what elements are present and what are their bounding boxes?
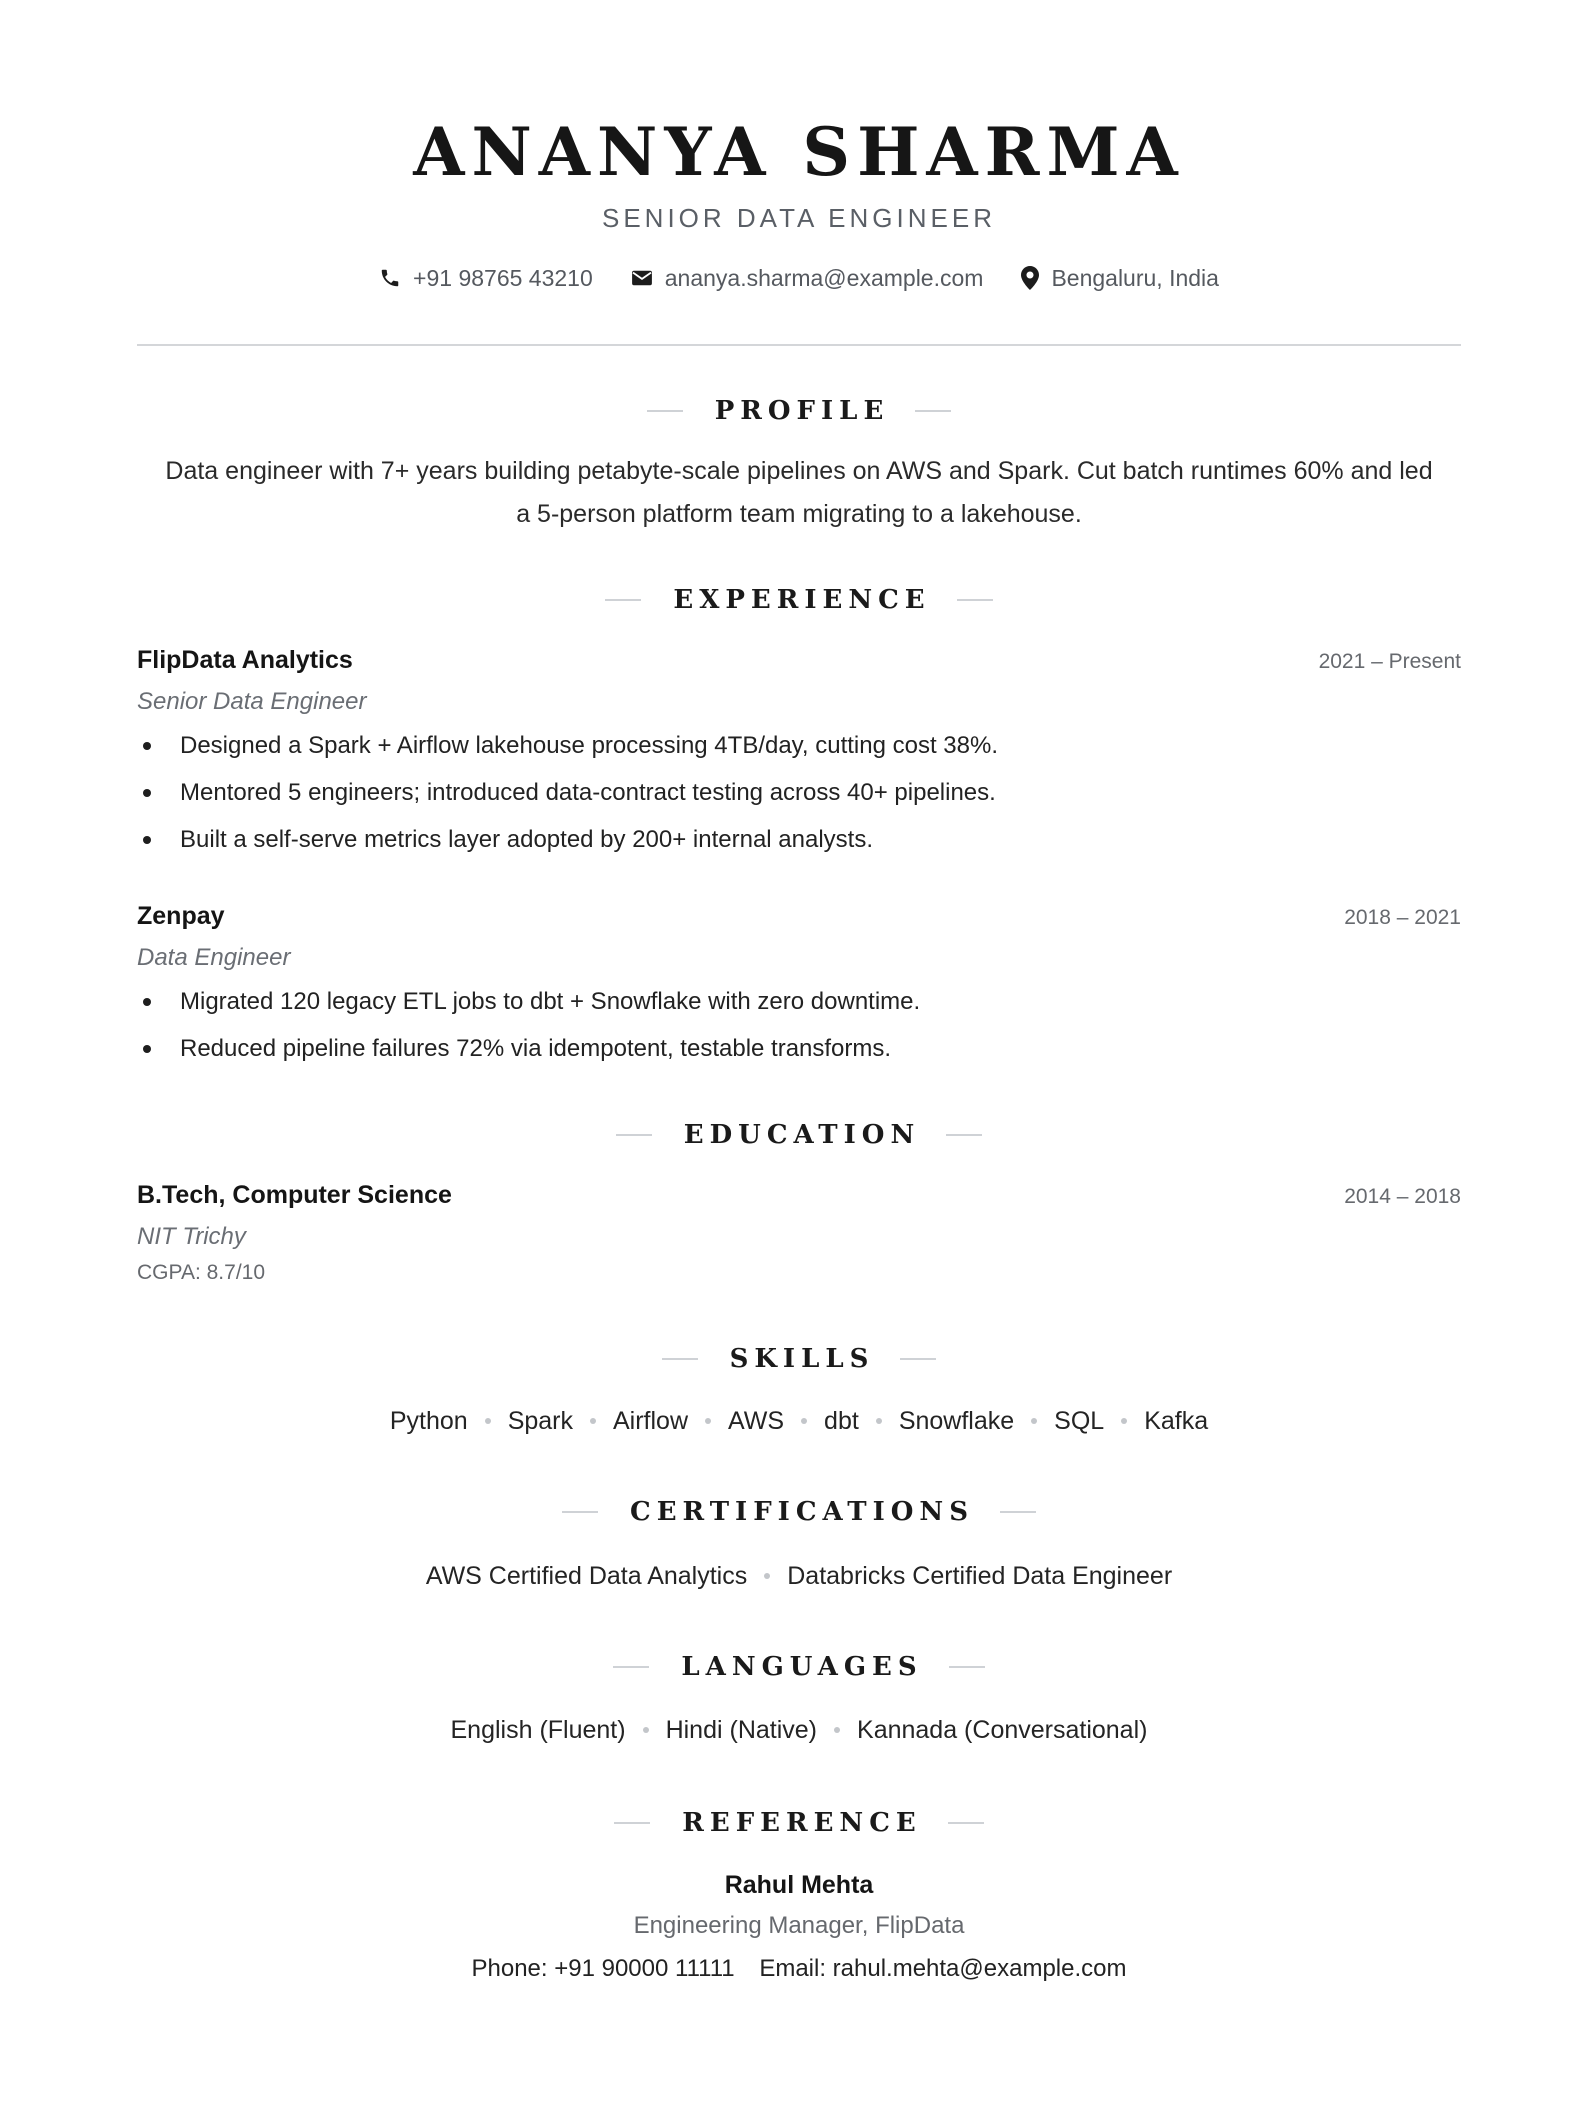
- entry-header: [137, 1177, 1461, 1215]
- section-heading-skills: [137, 1341, 1461, 1377]
- contact-bar: [137, 261, 1461, 295]
- bullet-text: Built a self-serve metrics layer adopted by 200+ internal analysts.: [180, 826, 874, 853]
- section-title: CERTIFICATIONS: [630, 1497, 974, 1527]
- heading-rule-left: [613, 1666, 649, 1668]
- bullet-dot-icon: [143, 1045, 151, 1053]
- bullet-item: [137, 1031, 1461, 1067]
- profile-summary: Data engineer with 7+ years building petabyte-scale pipelines on AWS and Spark. Cut batch runtimes 60% and led a 5-person platform team migrating to a lakehouse.: [165, 457, 1433, 528]
- heading-rule-left: [647, 410, 683, 412]
- skill-item: SQL: [1054, 1407, 1105, 1435]
- section-heading-reference: [137, 1805, 1461, 1841]
- skill-item: Snowflake: [898, 1407, 1015, 1435]
- header-divider: [137, 344, 1461, 346]
- separator-dot-icon: [1121, 1418, 1127, 1424]
- bullet-item: [137, 822, 1461, 858]
- separator-dot-icon: [876, 1418, 882, 1424]
- skill-item: dbt: [824, 1407, 859, 1435]
- company-name: FlipData Analytics: [137, 646, 353, 674]
- section-title: PROFILE: [714, 396, 890, 426]
- bullet-dot-icon: [143, 789, 151, 797]
- contact-phone-text: +91 98765 43210: [413, 265, 593, 291]
- bullet-dot-icon: [143, 998, 151, 1006]
- bullet-dot-icon: [143, 742, 151, 750]
- bullet-item: [137, 728, 1461, 764]
- reference-block: [137, 1866, 1461, 1988]
- date-range: 2014 – 2018: [1344, 1185, 1461, 1208]
- section-title: LANGUAGES: [681, 1652, 923, 1682]
- heading-rule-right: [949, 1666, 985, 1668]
- bullet-item: [137, 984, 1461, 1020]
- entry-header: [137, 642, 1461, 680]
- bullet-dot-icon: [143, 836, 151, 844]
- reference-role: Engineering Manager, FlipData: [633, 1912, 965, 1939]
- job-role: Data Engineer: [137, 944, 291, 971]
- section-heading-certifications: [137, 1494, 1461, 1530]
- bullet-text: Migrated 120 legacy ETL jobs to dbt + Snowflake with zero downtime.: [180, 988, 921, 1015]
- heading-rule-right: [946, 1134, 982, 1136]
- skill-item: Spark: [507, 1407, 573, 1435]
- section-heading-languages: [137, 1649, 1461, 1685]
- contact-location: [1021, 261, 1219, 295]
- separator-dot-icon: [834, 1727, 840, 1733]
- company-name: Zenpay: [137, 902, 225, 930]
- heading-rule-left: [662, 1358, 698, 1360]
- phone-icon: [379, 267, 401, 289]
- section-title: EXPERIENCE: [673, 585, 931, 615]
- experience-entry: [137, 898, 1461, 1078]
- heading-rule-right: [915, 410, 951, 412]
- language-item: Hindi (Native): [665, 1716, 818, 1744]
- experience-entry: [137, 642, 1461, 869]
- school-name: NIT Trichy: [137, 1223, 246, 1250]
- cgpa: CGPA: 8.7/10: [137, 1261, 266, 1284]
- separator-dot-icon: [485, 1418, 491, 1424]
- separator-dot-icon: [1031, 1418, 1037, 1424]
- certifications-list: [137, 1558, 1461, 1594]
- contact-location-text: Bengaluru, India: [1051, 265, 1219, 291]
- reference-name: Rahul Mehta: [724, 1871, 874, 1899]
- section-title: EDUCATION: [683, 1120, 921, 1150]
- heading-rule-right: [1000, 1511, 1036, 1513]
- bullet-text: Designed a Spark + Airflow lakehouse processing 4TB/day, cutting cost 38%.: [180, 732, 999, 759]
- skills-list: [137, 1403, 1461, 1439]
- contact-phone: [379, 261, 593, 295]
- reference-contact: [137, 1950, 1461, 1988]
- entry-header: [137, 898, 1461, 936]
- certification-item: Databricks Certified Data Engineer: [787, 1562, 1173, 1590]
- bullet-list: [137, 728, 1461, 858]
- skill-item: Airflow: [613, 1407, 689, 1435]
- degree-name: B.Tech, Computer Science: [137, 1181, 452, 1209]
- section-heading-experience: [137, 582, 1461, 618]
- heading-rule-right: [900, 1358, 936, 1360]
- bullet-list: [137, 984, 1461, 1067]
- heading-rule-left: [562, 1511, 598, 1513]
- language-item: Kannada (Conversational): [857, 1716, 1148, 1744]
- bullet-text: Mentored 5 engineers; introduced data-contract testing across 40+ pipelines.: [180, 779, 996, 806]
- separator-dot-icon: [764, 1573, 770, 1579]
- heading-rule-right: [957, 599, 993, 601]
- section-heading-education: [137, 1117, 1461, 1153]
- section-title: SKILLS: [729, 1344, 875, 1374]
- bullet-item: [137, 775, 1461, 811]
- languages-list: [137, 1712, 1461, 1748]
- contact-email: [631, 261, 984, 295]
- map-pin-icon: [1021, 266, 1039, 290]
- skill-item: Kafka: [1144, 1407, 1209, 1435]
- separator-dot-icon: [705, 1418, 711, 1424]
- date-range: 2018 – 2021: [1344, 906, 1461, 929]
- heading-rule-left: [605, 599, 641, 601]
- education-entry: [137, 1177, 1461, 1289]
- separator-dot-icon: [590, 1418, 596, 1424]
- separator-dot-icon: [801, 1418, 807, 1424]
- date-range: 2021 – Present: [1318, 650, 1461, 673]
- certification-item: AWS Certified Data Analytics: [425, 1562, 748, 1590]
- separator-dot-icon: [643, 1727, 649, 1733]
- candidate-title: SENIOR DATA ENGINEER: [602, 203, 996, 233]
- heading-rule-left: [614, 1822, 650, 1824]
- skill-item: AWS: [728, 1407, 785, 1435]
- heading-rule-right: [948, 1822, 984, 1824]
- section-heading-profile: [137, 393, 1461, 429]
- contact-email-text: ananya.sharma@example.com: [664, 265, 984, 291]
- language-item: English (Fluent): [450, 1716, 626, 1744]
- bullet-text: Reduced pipeline failures 72% via idempotent, testable transforms.: [180, 1035, 892, 1062]
- section-title: REFERENCE: [682, 1808, 922, 1838]
- reference-email: Email: rahul.mehta@example.com: [759, 1955, 1127, 1982]
- envelope-icon: [631, 269, 653, 287]
- reference-phone: Phone: +91 90000 11111: [471, 1955, 735, 1982]
- candidate-name: ANANYA SHARMA: [413, 113, 1185, 191]
- job-role: Senior Data Engineer: [137, 688, 367, 715]
- heading-rule-left: [616, 1134, 652, 1136]
- skill-item: Python: [389, 1407, 468, 1435]
